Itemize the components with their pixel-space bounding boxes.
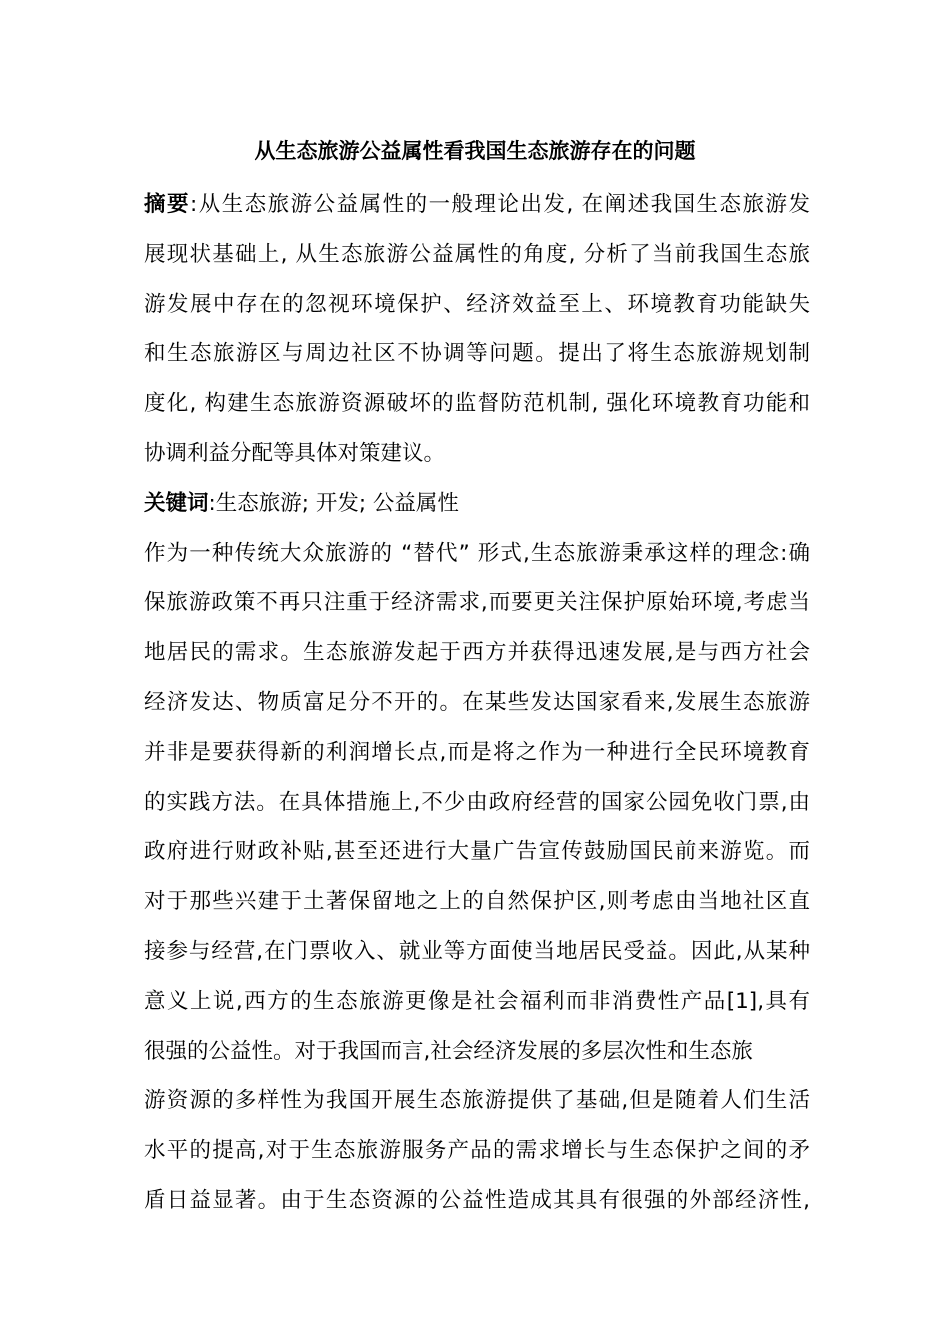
body-line: 经济发达、物质富足分不开的。在某些发达国家看来,发展生态旅游 — [144, 689, 810, 715]
body-line: 保旅游政策不再只注重于经济需求,而要更关注保护原始环境,考虑当 — [144, 590, 810, 616]
keywords-text: :生态旅游; 开发; 公益属性 — [208, 490, 459, 516]
abstract-line: 和生态旅游区与周边社区不协调等问题。提出了将生态旅游规划制 — [144, 341, 810, 367]
keywords-label: 关键词 — [144, 490, 209, 516]
abstract-line: 协调利益分配等具体对策建议。 — [144, 440, 446, 466]
body-line: 很强的公益性。对于我国而言,社会经济发展的多层次性和生态旅 — [144, 1038, 753, 1064]
abstract-line — [144, 180, 810, 230]
document-title: 从生态旅游公益属性看我国生态旅游存在的问题 — [254, 139, 696, 163]
body-line: 盾日益显著。由于生态资源的公益性造成其具有很强的外部经济性, — [144, 1187, 810, 1213]
document-body — [144, 180, 810, 1226]
abstract-line: 展现状基础上, 从生态旅游公益属性的角度, 分析了当前我国生态旅 — [144, 241, 810, 267]
keywords-line — [144, 479, 810, 529]
body-line: 接参与经营,在门票收入、就业等方面使当地居民受益。因此,从某种 — [144, 938, 810, 964]
body-line: 意义上说,西方的生态旅游更像是社会福利而非消费性产品[1],具有 — [144, 988, 810, 1014]
body-line: 对于那些兴建于土著保留地之上的自然保护区,则考虑由当地社区直 — [144, 889, 810, 915]
body-line: 的实践方法。在具体措施上,不少由政府经营的国家公园免收门票,由 — [144, 789, 810, 815]
body-line: 作为一种传统大众旅游的 “替代” 形式,生态旅游秉承这样的理念:确 — [144, 540, 810, 566]
abstract-line: 游发展中存在的忽视环境保护、经济效益至上、环境教育功能缺失 — [144, 291, 810, 317]
body-line: 游资源的多样性为我国开展生态旅游提供了基础,但是随着人们生活 — [144, 1088, 810, 1114]
abstract-label: 摘要 — [144, 192, 190, 217]
abstract-line: 度化, 构建生态旅游资源破坏的监督防范机制, 强化环境教育功能和 — [144, 391, 810, 417]
abstract-text: :从生态旅游公益属性的一般理论出发, 在阐述我国生态旅游发 — [189, 192, 810, 217]
body-line: 水平的提高,对于生态旅游服务产品的需求增长与生态保护之间的矛 — [144, 1138, 810, 1164]
body-line: 并非是要获得新的利润增长点,而是将之作为一种进行全民环境教育 — [144, 739, 810, 765]
body-line: 地居民的需求。生态旅游发起于西方并获得迅速发展,是与西方社会 — [144, 640, 810, 666]
body-line: 政府进行财政补贴,甚至还进行大量广告宣传鼓励国民前来游览。而 — [144, 839, 810, 865]
